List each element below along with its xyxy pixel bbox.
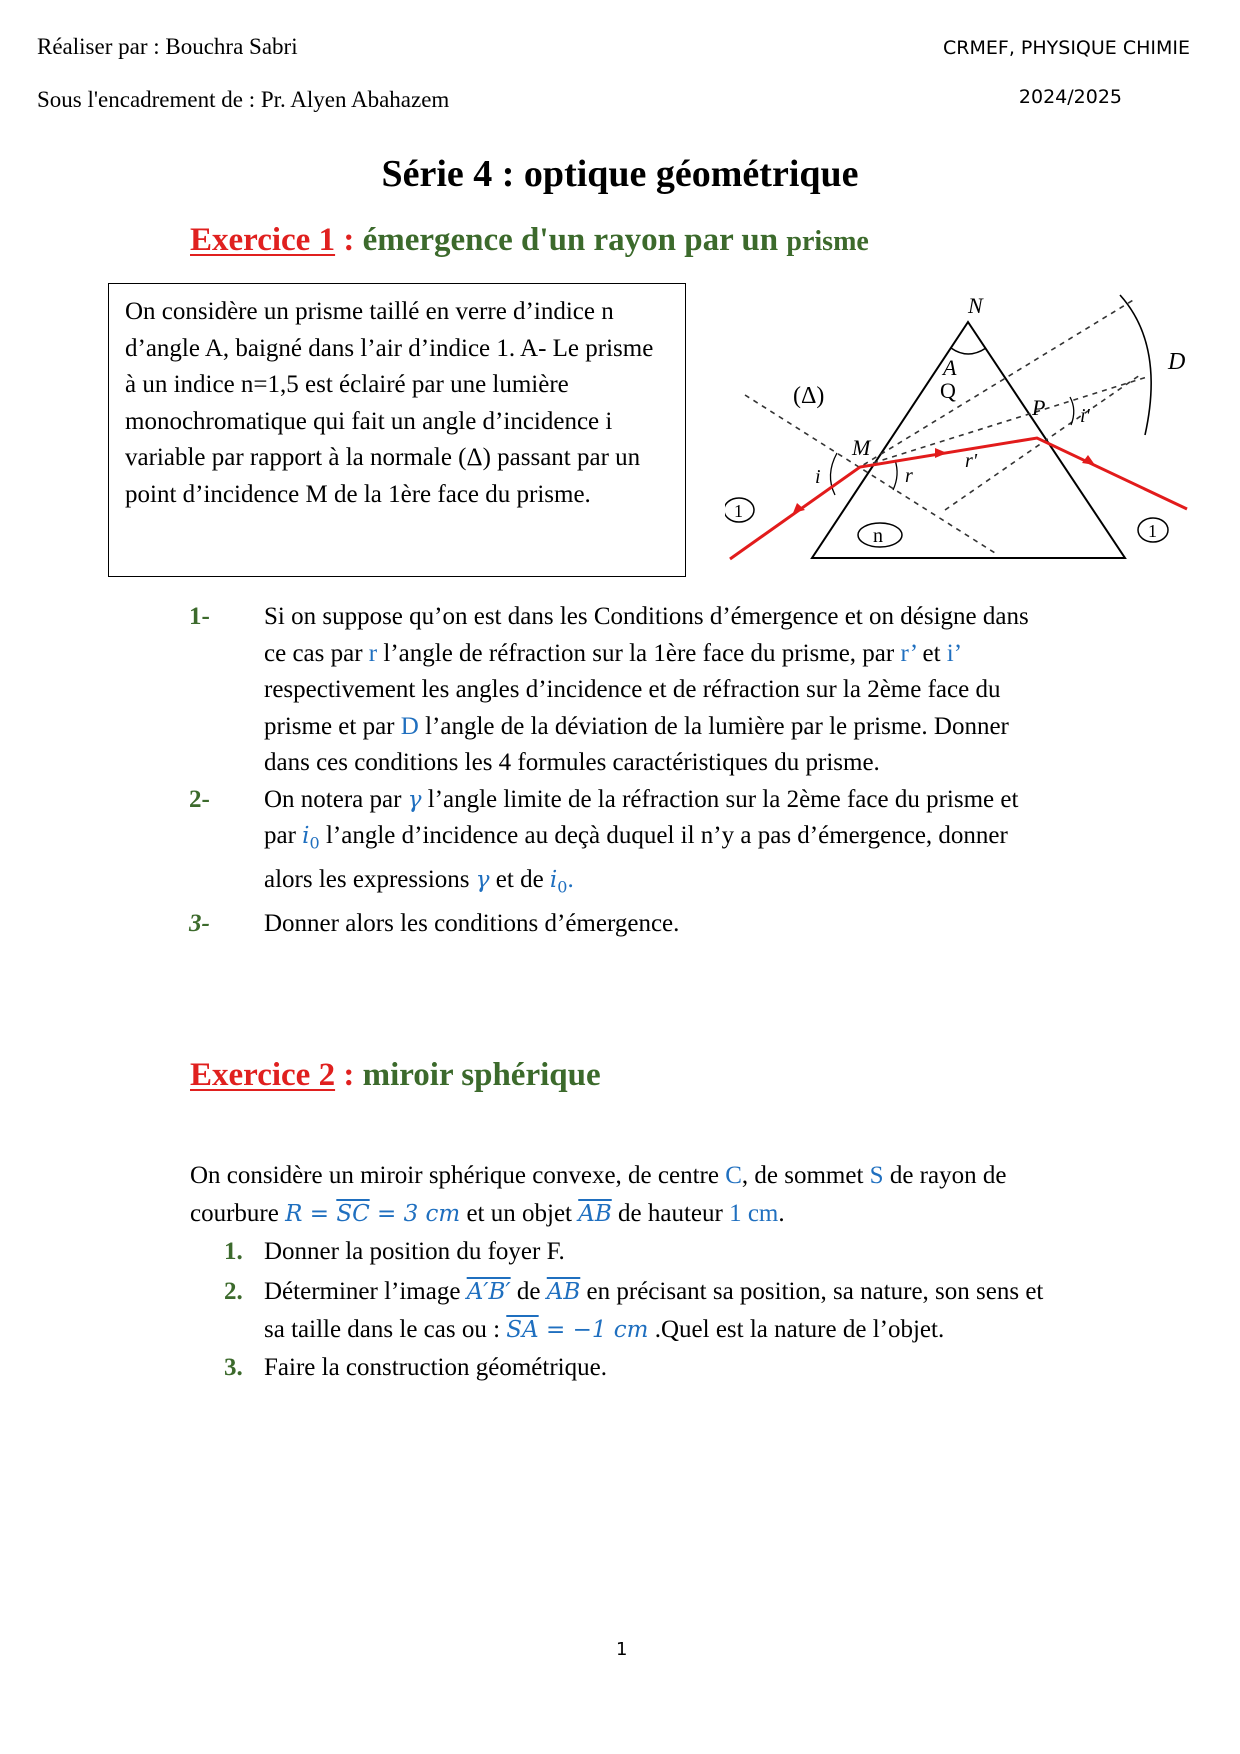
exercise1-statement-box xyxy=(108,283,686,577)
normal-line-m xyxy=(745,395,995,553)
q1-text-4: respectivement les angles d’incidence et de réfraction sur la 2ème face du prisme et par xyxy=(264,676,1001,740)
q2-text-1: On notera par xyxy=(264,785,408,813)
institution-label: CRMEF, PHYSIQUE CHIMIE xyxy=(943,37,1190,59)
question-2-number: 2- xyxy=(189,785,210,813)
q2-i0-sub: 0 xyxy=(309,833,320,853)
q2-i0b-base: i xyxy=(549,867,558,894)
q1-text-2: l’angle de réfraction sur la 1ère face du prisme, par xyxy=(377,639,901,667)
question-3 xyxy=(189,906,1054,943)
exercise1-title-end: prisme xyxy=(786,226,869,257)
year-label: 2024/2025 xyxy=(1018,86,1122,108)
q2-text-5: . xyxy=(567,866,574,894)
ray-arrow-mid xyxy=(935,448,947,458)
label-i: i xyxy=(815,466,821,488)
label-delta: (Δ) xyxy=(793,383,825,409)
exercise2-intro xyxy=(190,1157,1070,1233)
angle-i-prime-arc xyxy=(1070,397,1074,425)
ex2-intro-2: , de sommet xyxy=(741,1162,870,1189)
q2-symbol-gamma-2: γ xyxy=(475,867,490,894)
q2-symbol-gamma: γ xyxy=(407,786,422,813)
exercise1-heading xyxy=(190,222,869,259)
ex2-q2-sa-equation xyxy=(506,1317,648,1343)
q2-symbol-i0 xyxy=(302,823,320,853)
ex2-height: 1 cm xyxy=(729,1200,779,1227)
ex2-intro-5: de hauteur xyxy=(611,1200,730,1227)
exercise2-heading xyxy=(190,1057,601,1094)
q2-text-2: l’angle limite de la réfraction sur la 2ème face du prisme et par xyxy=(264,785,1019,849)
label-N: N xyxy=(968,293,983,318)
q2-text-3: l’angle d’incidence au deçà duquel il n’y a pas d’émergence, donner alors les expressions xyxy=(264,822,1008,894)
q2-i0b-sub: 0 xyxy=(557,877,568,897)
ex2-intro-3: de rayon de courbure xyxy=(190,1162,1007,1227)
exercise2-label: Exercice 2 xyxy=(190,1057,336,1093)
ex2-q2-apbp: A′B′ xyxy=(466,1279,511,1305)
label-Q: Q xyxy=(940,378,956,403)
question-2 xyxy=(189,782,1054,907)
ex2-q2-text-1: Déterminer l’image xyxy=(264,1278,467,1305)
question-1-number: 1- xyxy=(189,603,210,630)
q1-symbol-r-prime: r’ xyxy=(900,639,917,667)
ex2-question-3-number: 3. xyxy=(224,1354,243,1381)
label-M: M xyxy=(852,435,871,460)
ex2-q2-ab: $\overline{AB}$ xyxy=(546,1279,581,1305)
ex2-r-pre: R = xyxy=(285,1201,337,1227)
ex2-q1-text: Donner la position du foyer F. xyxy=(264,1238,565,1265)
label-r: r xyxy=(905,465,913,487)
author-line: Réaliser par : Bouchra Sabri xyxy=(37,34,298,59)
exercise2-colon: : xyxy=(335,1057,363,1093)
exercise1-questions xyxy=(189,599,1054,943)
ex2-q3-text: Faire la construction géométrique. xyxy=(264,1354,607,1381)
light-ray xyxy=(730,438,1187,559)
q1-text-5: l’angle de la déviation de la lumière par le prisme. Donner dans ces conditions les 4 formules caractéristiques du prisme. xyxy=(264,712,1009,776)
exercise2-title: miroir sphérique xyxy=(362,1057,601,1093)
ex2-intro-6: . xyxy=(778,1200,785,1227)
ex2-symbol-c: C xyxy=(725,1162,742,1189)
apex-angle-arc xyxy=(951,348,986,354)
label-n: n xyxy=(873,525,883,547)
ex2-q2-text-4: .Quel est la nature de l’objet. xyxy=(648,1316,945,1343)
question-1 xyxy=(189,599,1054,782)
ex2-sc: $\overline{SC}$ xyxy=(336,1201,370,1227)
deviation-arc xyxy=(1120,295,1151,435)
q1-text-3: et xyxy=(916,639,947,667)
prism-figure xyxy=(725,285,1205,585)
page-number: 1 xyxy=(616,1639,628,1660)
q3-text: Donner alors les conditions d’émergence. xyxy=(264,910,680,938)
ex2-intro-4: et un objet xyxy=(460,1200,579,1227)
ex2-q2-sa-val: = −1 cm xyxy=(538,1317,649,1343)
q2-text-4: et de xyxy=(489,866,550,894)
q2-i0-base: i xyxy=(302,823,310,849)
ex2-question-3 xyxy=(189,1349,1069,1387)
ex2-question-2-number: 2. xyxy=(224,1278,243,1305)
label-r-prime: r' xyxy=(965,450,978,472)
exercise1-colon: : xyxy=(335,222,363,258)
ex2-r-post: = 3 cm xyxy=(369,1201,461,1227)
ex2-symbol-s: S xyxy=(869,1162,884,1189)
label-P: P xyxy=(1032,395,1046,420)
ex2-ab: $\overline{AB}$ xyxy=(578,1201,612,1227)
q1-symbol-r: r xyxy=(368,639,378,667)
ex2-q2-sa: $\overline{SA}$ xyxy=(506,1317,539,1343)
ex2-question-1 xyxy=(189,1233,1069,1271)
supervisor-line: Sous l'encadrement de : Pr. Alyen Abahazem xyxy=(37,87,450,112)
ex2-q2-text-2: de xyxy=(510,1278,547,1305)
ex2-radius-equation xyxy=(285,1201,460,1227)
exercise1-statement: On considère un prisme taillé en verre d’indice n d’angle A, baigné dans l’air d’indice 1. A- Le prisme à un indice n=1,5 est éclairé par une lumière monochromatique qui fait un angle d’incidence i variable par rapport à la normale (Δ) passant par un point d’incidence M de la 1ère face du prisme. xyxy=(125,298,654,508)
exercise2-questions xyxy=(189,1233,1069,1387)
q1-symbol-d: D xyxy=(400,712,419,740)
label-i-prime: i' xyxy=(1080,405,1090,427)
angle-r-arc xyxy=(893,460,897,490)
label-ray-out: 1 xyxy=(1148,521,1157,541)
ex2-question-2 xyxy=(189,1273,1069,1349)
ex2-question-1-number: 1. xyxy=(224,1238,243,1265)
ex2-intro-1: On considère un miroir sphérique convexe, de centre xyxy=(190,1162,726,1189)
incident-extension-line xyxy=(873,377,1147,463)
label-D: D xyxy=(1168,349,1186,375)
label-ray-in: 1 xyxy=(734,501,743,521)
ex2-q2-text-3: en précisant sa position, sa nature, son sens et sa taille dans le cas ou : xyxy=(264,1278,1044,1343)
question-3-number: 3- xyxy=(189,910,210,938)
exercise1-title: émergence d'un rayon par un xyxy=(362,222,787,258)
label-A: A xyxy=(943,355,957,380)
q1-text-1: Si on suppose qu’on est dans les Conditions d’émergence et on désigne dans ce cas par xyxy=(264,603,1029,667)
page-title: Série 4 : optique géométrique xyxy=(381,153,859,195)
exercise1-label: Exercice 1 xyxy=(190,222,336,258)
q2-symbol-i0-2 xyxy=(549,867,568,897)
q1-symbol-i-prime: i’ xyxy=(946,639,961,667)
